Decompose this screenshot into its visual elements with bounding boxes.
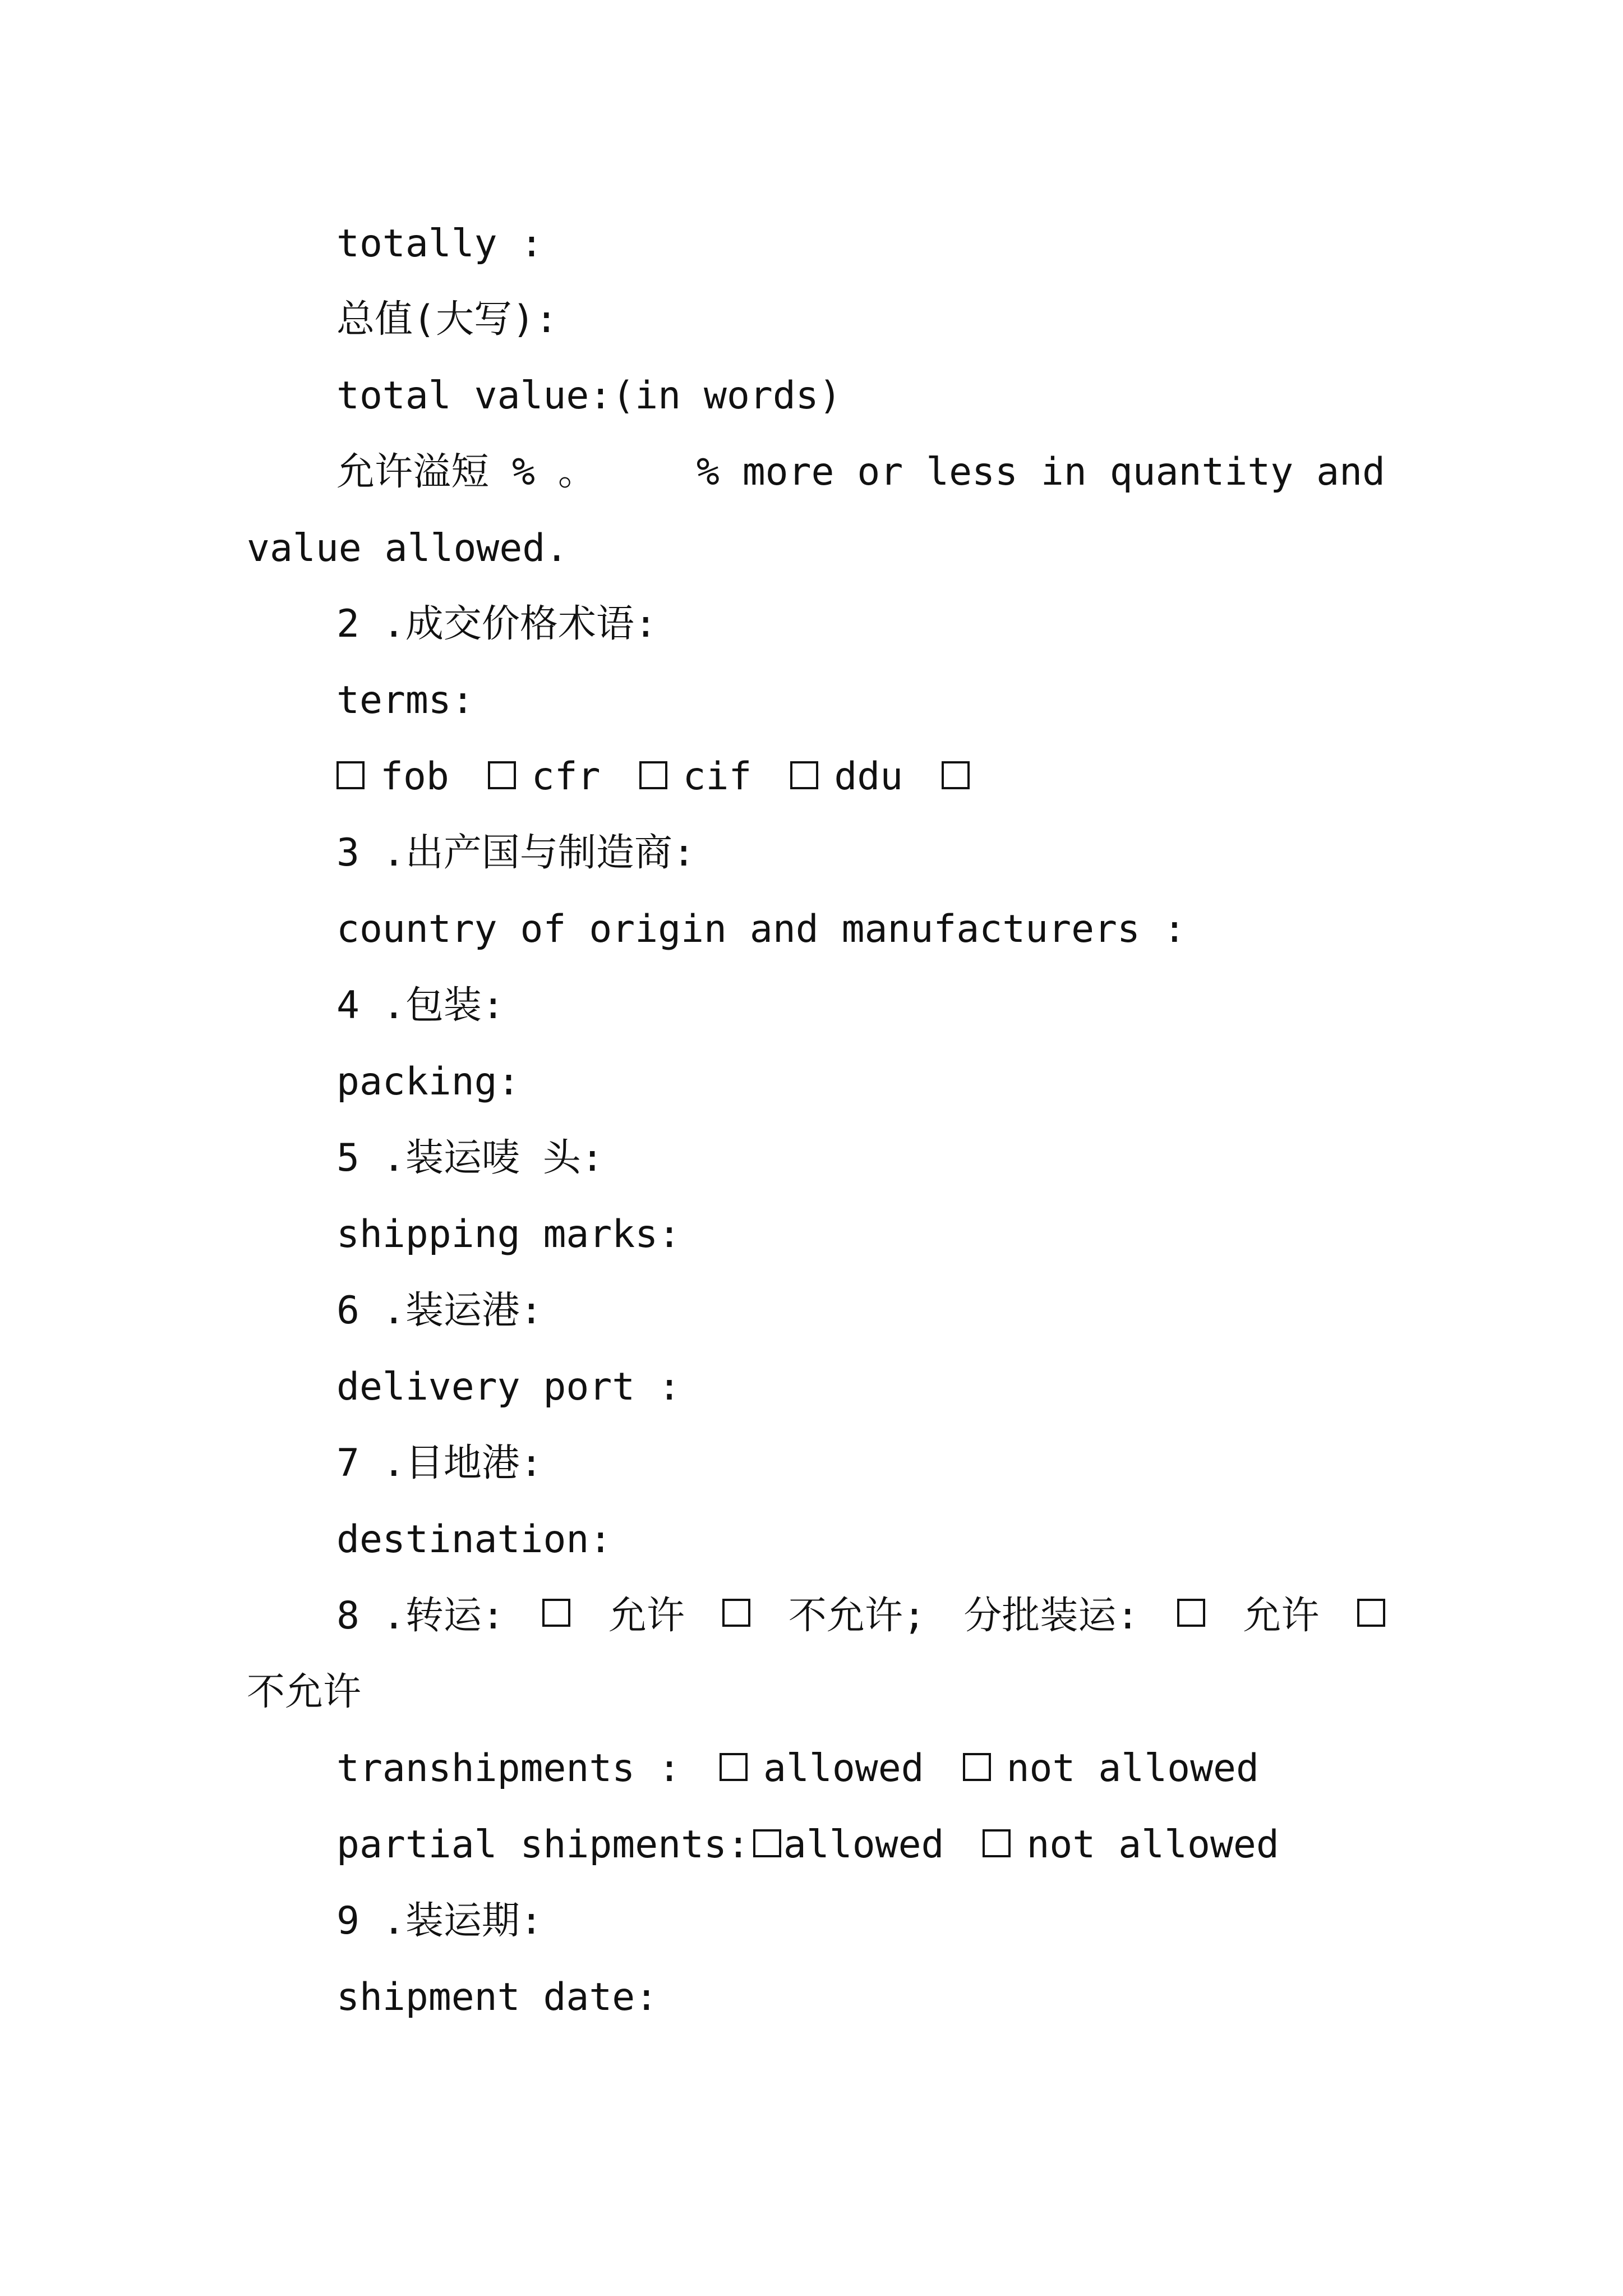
- packing-cn-line: 4 .包装:: [336, 983, 505, 1028]
- transship-not-allowed-en-label: not allowed: [1006, 1746, 1259, 1791]
- cfr-label: cfr: [531, 754, 601, 799]
- cfr-checkbox[interactable]: [488, 761, 516, 789]
- tolerance-continued-line: value allowed.: [247, 526, 569, 570]
- transship-not-allowed-cn-checkbox[interactable]: [722, 1599, 750, 1627]
- total-value-en-line: total value:(in words): [336, 374, 842, 418]
- partial-allowed-en-label: allowed: [783, 1823, 944, 1867]
- shipment-en-line: shipment date:: [336, 1975, 658, 2019]
- shipment-cn-line: 9 .装运期:: [336, 1899, 543, 1943]
- tolerance-cn-text: 允许溢短 % 。: [336, 450, 596, 494]
- other-term-checkbox[interactable]: [942, 761, 970, 789]
- tolerance-en-text: % more or less in quantity and: [696, 450, 1385, 494]
- marks-cn-line: 5 .装运唛 头:: [336, 1136, 604, 1180]
- transship-allowed-en-checkbox[interactable]: [720, 1753, 748, 1781]
- packing-en-line: packing:: [336, 1060, 520, 1104]
- transship-cn-line: [336, 1588, 1385, 1644]
- transship-allowed-en-label: allowed: [763, 1746, 924, 1791]
- ddu-label: ddu: [834, 754, 903, 799]
- destination-cn-line: 7 .目地港:: [336, 1441, 543, 1485]
- port-cn-line: 6 .装运港:: [336, 1289, 543, 1333]
- terms-options-line: [336, 749, 985, 805]
- partial-allowed-en-checkbox[interactable]: [753, 1829, 781, 1857]
- partial-allowed-cn-checkbox[interactable]: [1177, 1599, 1205, 1627]
- origin-en-line: country of origin and manufacturers :: [336, 907, 1186, 951]
- terms-en-line: terms:: [336, 678, 474, 723]
- fob-label: fob: [380, 754, 449, 799]
- partial-cn-label: 分批装运:: [963, 1594, 1140, 1638]
- transship-not-allowed-en-checkbox[interactable]: [963, 1753, 991, 1781]
- ddu-checkbox[interactable]: [790, 761, 818, 789]
- partial-en-label: partial shipments:: [336, 1823, 750, 1867]
- transship-cn-label: 8 .转运:: [336, 1594, 505, 1638]
- destination-en-line: destination:: [336, 1517, 612, 1562]
- transship-not-allowed-cn-label: 不允许;: [788, 1594, 926, 1638]
- partial-en-line: [336, 1817, 1279, 1873]
- marks-en-line: shipping marks:: [336, 1212, 681, 1257]
- transship-en-line: [336, 1741, 1259, 1797]
- partial-not-allowed-en-label: not allowed: [1026, 1823, 1279, 1867]
- not-allowed-continued-line: 不允许: [247, 1670, 362, 1714]
- origin-cn-line: 3 .出产国与制造商:: [336, 831, 695, 875]
- cif-checkbox[interactable]: [639, 761, 667, 789]
- partial-not-allowed-cn-checkbox[interactable]: [1357, 1599, 1385, 1627]
- partial-allowed-cn-label: 允许: [1243, 1594, 1320, 1638]
- cif-label: cif: [683, 754, 752, 799]
- transship-allowed-cn-label: 允许: [608, 1594, 685, 1638]
- total-value-cn-line: 总值(大写):: [336, 297, 558, 342]
- transship-en-label: transhipments :: [336, 1746, 681, 1791]
- totally-line: totally :: [336, 222, 543, 266]
- transship-allowed-cn-checkbox[interactable]: [542, 1599, 570, 1627]
- tolerance-line: [336, 444, 1385, 500]
- fob-checkbox[interactable]: [336, 761, 365, 789]
- partial-not-allowed-en-checkbox[interactable]: [983, 1829, 1011, 1857]
- port-en-line: delivery port :: [336, 1365, 681, 1409]
- terms-cn-line: 2 .成交价格术语:: [336, 602, 657, 646]
